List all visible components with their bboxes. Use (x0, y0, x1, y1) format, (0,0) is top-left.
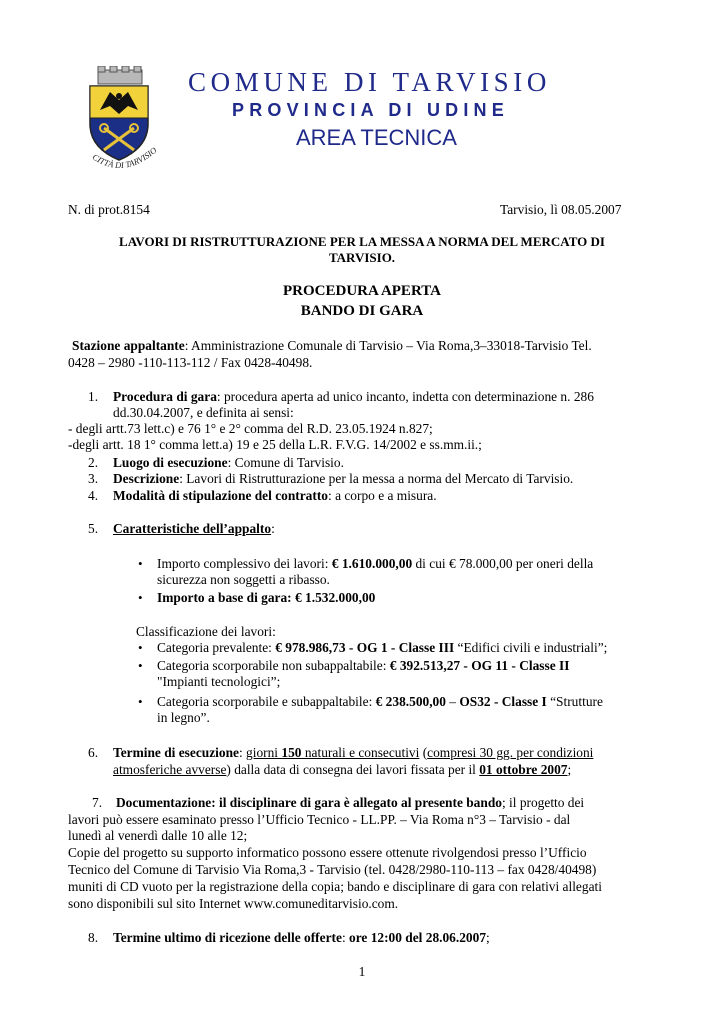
item-documentation-line: Tecnico del Comune di Tarvisio Via Roma,3 - Tarvisio (tel. 0428/2980-110-113 – fax 0428/40498) (68, 862, 597, 877)
item-number: 7. (92, 795, 103, 810)
classification-title: Classificazione dei lavori: (136, 624, 276, 639)
coat-of-arms-icon (76, 66, 162, 180)
category-non-subcontractable-cont: "Impianti tecnologici”; (157, 674, 281, 689)
province-title: PROVINCIA DI UDINE (232, 100, 509, 120)
category-subcontractable-cont: in legno”. (157, 710, 210, 725)
notice-title: BANDO DI GARA (300, 303, 424, 319)
item-documentation-line: sono disponibili sul sito Internet www.comuneditarvisio.com. (68, 896, 399, 911)
category-non-subcontractable: Categoria scorporabile non subappaltabile: € 392.513,27 - OG 11 - Classe II (157, 658, 570, 673)
place-date: Tarvisio, lì 08.05.2007 (500, 202, 622, 217)
item-procedure-cont: dd.30.04.2007, e definita ai sensi: (113, 405, 294, 420)
item-number: 6. (88, 745, 99, 760)
item-procedure: Procedura di gara: procedura aperta ad unico incanto, indetta con determinazione n. 286 (113, 389, 594, 404)
svg-text:CITTÀ DI TARVISIO: CITTÀ DI TARVISIO (90, 144, 159, 171)
item-documentation: Documentazione: il disciplinare di gara è allegato al presente bando; il progetto dei (116, 795, 585, 810)
item-description: Descrizione: Lavori di Ristrutturazione per la messa a norma del Mercato di Tarvisio. (113, 471, 574, 486)
total-amount-cont: sicurezza non soggetti a ribasso. (157, 572, 330, 587)
page-number: 1 (358, 964, 366, 979)
item-number: 3. (88, 471, 99, 486)
item-number: 2. (88, 455, 99, 470)
item-number: 5. (88, 521, 99, 536)
municipality-title: COMUNE DI TARVISIO (188, 67, 551, 97)
base-amount: Importo a base di gara: € 1.532.000,00 (157, 590, 376, 605)
subject-line-2: TARVISIO. (328, 250, 396, 265)
item-procedure-ref-2: -degli artt. 18 1° comma lett.a) 19 e 25 della L.R. F.V.G. 14/2002 e ss.mm.ii.; (68, 437, 482, 452)
contracting-authority-label: Stazione appaltante (72, 338, 185, 353)
item-number: 4. (88, 488, 99, 503)
bullet-icon: • (138, 658, 143, 673)
item-characteristics: Caratteristiche dell’appalto: (113, 521, 275, 536)
item-number: 8. (88, 930, 99, 945)
contracting-authority: Stazione appaltante: Amministrazione Comunale di Tarvisio – Via Roma,3–33018-Tarvisio Tel. (72, 338, 592, 353)
bullet-icon: • (138, 640, 143, 655)
item-documentation-line: lunedì al venerdì dalle 10 alle 12; (68, 828, 248, 843)
bullet-icon: • (138, 556, 143, 571)
item-number: 1. (88, 389, 99, 404)
item-location: Luogo di esecuzione: Comune di Tarvisio. (113, 455, 344, 470)
protocol-number: N. di prot.8154 (68, 202, 150, 217)
procedure-title: PROCEDURA APERTA (283, 283, 441, 299)
item-duration: Termine di esecuzione: giorni 150 naturali e consecutivi (compresi 30 gg. per condizioni (113, 745, 594, 760)
department-title: AREA TECNICA (296, 125, 457, 150)
category-main: Categoria prevalente: € 978.986,73 - OG 1 - Classe III “Edifici civili e industriali”; (157, 640, 608, 655)
item-deadline: Termine ultimo di ricezione delle offerte: ore 12:00 del 28.06.2007; (113, 930, 490, 945)
item-procedure-ref-1: - degli artt.73 lett.c) e 76 1° e 2° comma del R.D. 23.05.1924 n.827; (68, 421, 433, 436)
item-documentation-line: lavori può essere esaminato presso l’Ufficio Tecnico - LL.PP. – Via Roma n°3 – Tarvisio - dal (68, 812, 571, 827)
category-subcontractable: Categoria scorporabile e subappaltabile: € 238.500,00 – OS32 - Classe I “Strutture (157, 694, 603, 709)
item-documentation-line: muniti di CD vuoto per la registrazione della copia; bando e disciplinare di gara con relativi allegati (68, 879, 602, 894)
item-documentation-line: Copie del progetto su supporto informatico possono essere ottenute rivolgendosi presso l’Ufficio (68, 845, 587, 860)
total-amount: Importo complessivo dei lavori: € 1.610.000,00 di cui € 78.000,00 per oneri della (157, 556, 594, 571)
bullet-icon: • (138, 590, 143, 605)
item-contract-mode: Modalità di stipulazione del contratto: a corpo e a misura. (113, 488, 437, 503)
contracting-authority-contacts: 0428 – 2980 -110-113-112 / Fax 0428-40498. (68, 355, 313, 370)
bullet-icon: • (138, 694, 143, 709)
item-duration-cont: atmosferiche avverse) dalla data di consegna dei lavori fissata per il 01 ottobre 2007; (113, 762, 572, 777)
subject-line-1: LAVORI DI RISTRUTTURAZIONE PER LA MESSA A NORMA DEL MERCATO DI (119, 234, 605, 249)
